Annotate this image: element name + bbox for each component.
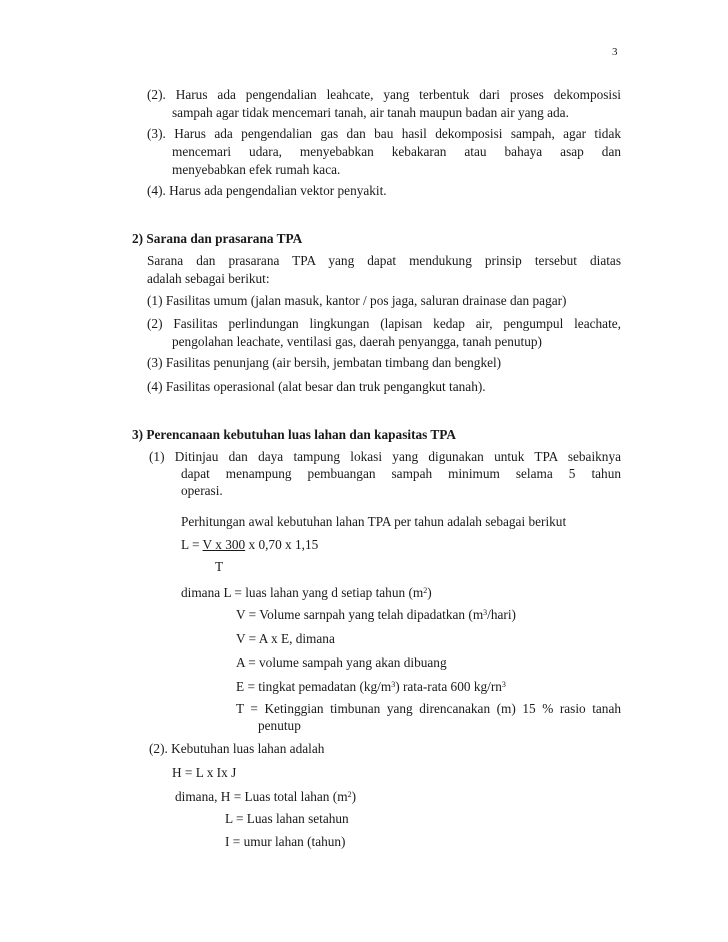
list-item: (4). Harus ada pengendalian vektor penyakit.: [147, 183, 387, 198]
def-i: I = umur lahan (tahun): [225, 834, 346, 849]
def-h: dimana, H = Luas total lahan $(m^2)$: [175, 789, 356, 804]
calc-intro: Perhitungan awal kebutuhan lahan TPA per tahun adalah sebagai berikut: [181, 514, 567, 529]
list-item: (1) Ditinjau dan daya tampung lokasi yang digunakan untuk TPA sebaiknya: [149, 449, 621, 464]
list-item: (4) Fasilitas operasional (alat besar dan truk pengangkut tanah).: [147, 379, 486, 394]
formula-prefix: L =: [181, 537, 203, 552]
paragraph: Sarana dan prasarana TPA yang dapat mendukung prinsip tersebut diatas: [147, 253, 621, 268]
list-item-cont: operasi.: [181, 483, 223, 498]
def-l-annual: L = Luas lahan setahun: [225, 811, 349, 826]
list-item: (2) Fasilitas perlindungan lingkungan (lapisan kedap air, pengumpul leachate,: [147, 316, 621, 331]
formula-h: H = L x Ix J: [172, 765, 237, 780]
list-item: (1) Fasilitas umum (jalan masuk, kantor / pos jaga, saluran drainase dan pagar): [147, 293, 567, 308]
def-va: V = A x E, dimana: [236, 631, 335, 646]
subsection-heading: (2). Kebutuhan luas lahan adalah: [149, 741, 325, 756]
def-e: E = tingkat pemadatan $(kg/m^3)$ rata-rata 600 $kg/rn^3$: [236, 679, 506, 694]
list-item: (3) Fasilitas penunjang (air bersih, jembatan timbang dan bengkel): [147, 355, 502, 370]
def-t: T = Ketinggian timbunan yang direncanakan (m) 15 % rasio tanah: [236, 701, 621, 716]
list-item: (2). Harus ada pengendalian leahcate, yang terbentuk dari proses dekomposisi: [147, 87, 621, 102]
section-heading: 2) Sarana dan prasarana TPA: [132, 231, 303, 246]
paragraph-cont: adalah sebagai berikut:: [147, 271, 270, 286]
def-a: A = volume sampah yang akan dibuang: [236, 655, 447, 670]
list-item-cont: menyebabkan efek rumah kaca.: [172, 162, 341, 177]
formula-suffix: x 0,70 x 1,15: [245, 537, 319, 552]
def-t-cont: penutup: [258, 718, 301, 733]
def-l: dimana L = luas lahan yang d setiap tahun $(m^2)$: [181, 585, 432, 600]
list-item-cont: sampah agar tidak mencemari tanah, air tanah maupun badan air yang ada.: [172, 105, 569, 120]
page-number: 3: [612, 46, 618, 58]
section-heading: 3) Perencanaan kebutuhan luas lahan dan kapasitas TPA: [132, 427, 457, 442]
formula-numerator: V x 300: [202, 537, 246, 552]
formula-denominator: T: [215, 559, 224, 574]
list-item-cont: pengolahan leachate, ventilasi gas, daerah penyangga, tanah penutup): [172, 334, 542, 349]
formula-l: [181, 536, 318, 554]
def-v: V = Volume sarnpah yang telah dipadatkan $(m^3/hari)$: [236, 607, 516, 622]
list-item-cont: mencemari udara, menyebabkan kebakaran atau bahaya asap dan: [172, 144, 621, 159]
list-item-cont: dapat menampung pembuangan sampah minimum selama 5 tahun: [181, 466, 621, 481]
list-item: (3). Harus ada pengendalian gas dan bau hasil dekomposisi sampah, agar tidak: [147, 126, 621, 141]
